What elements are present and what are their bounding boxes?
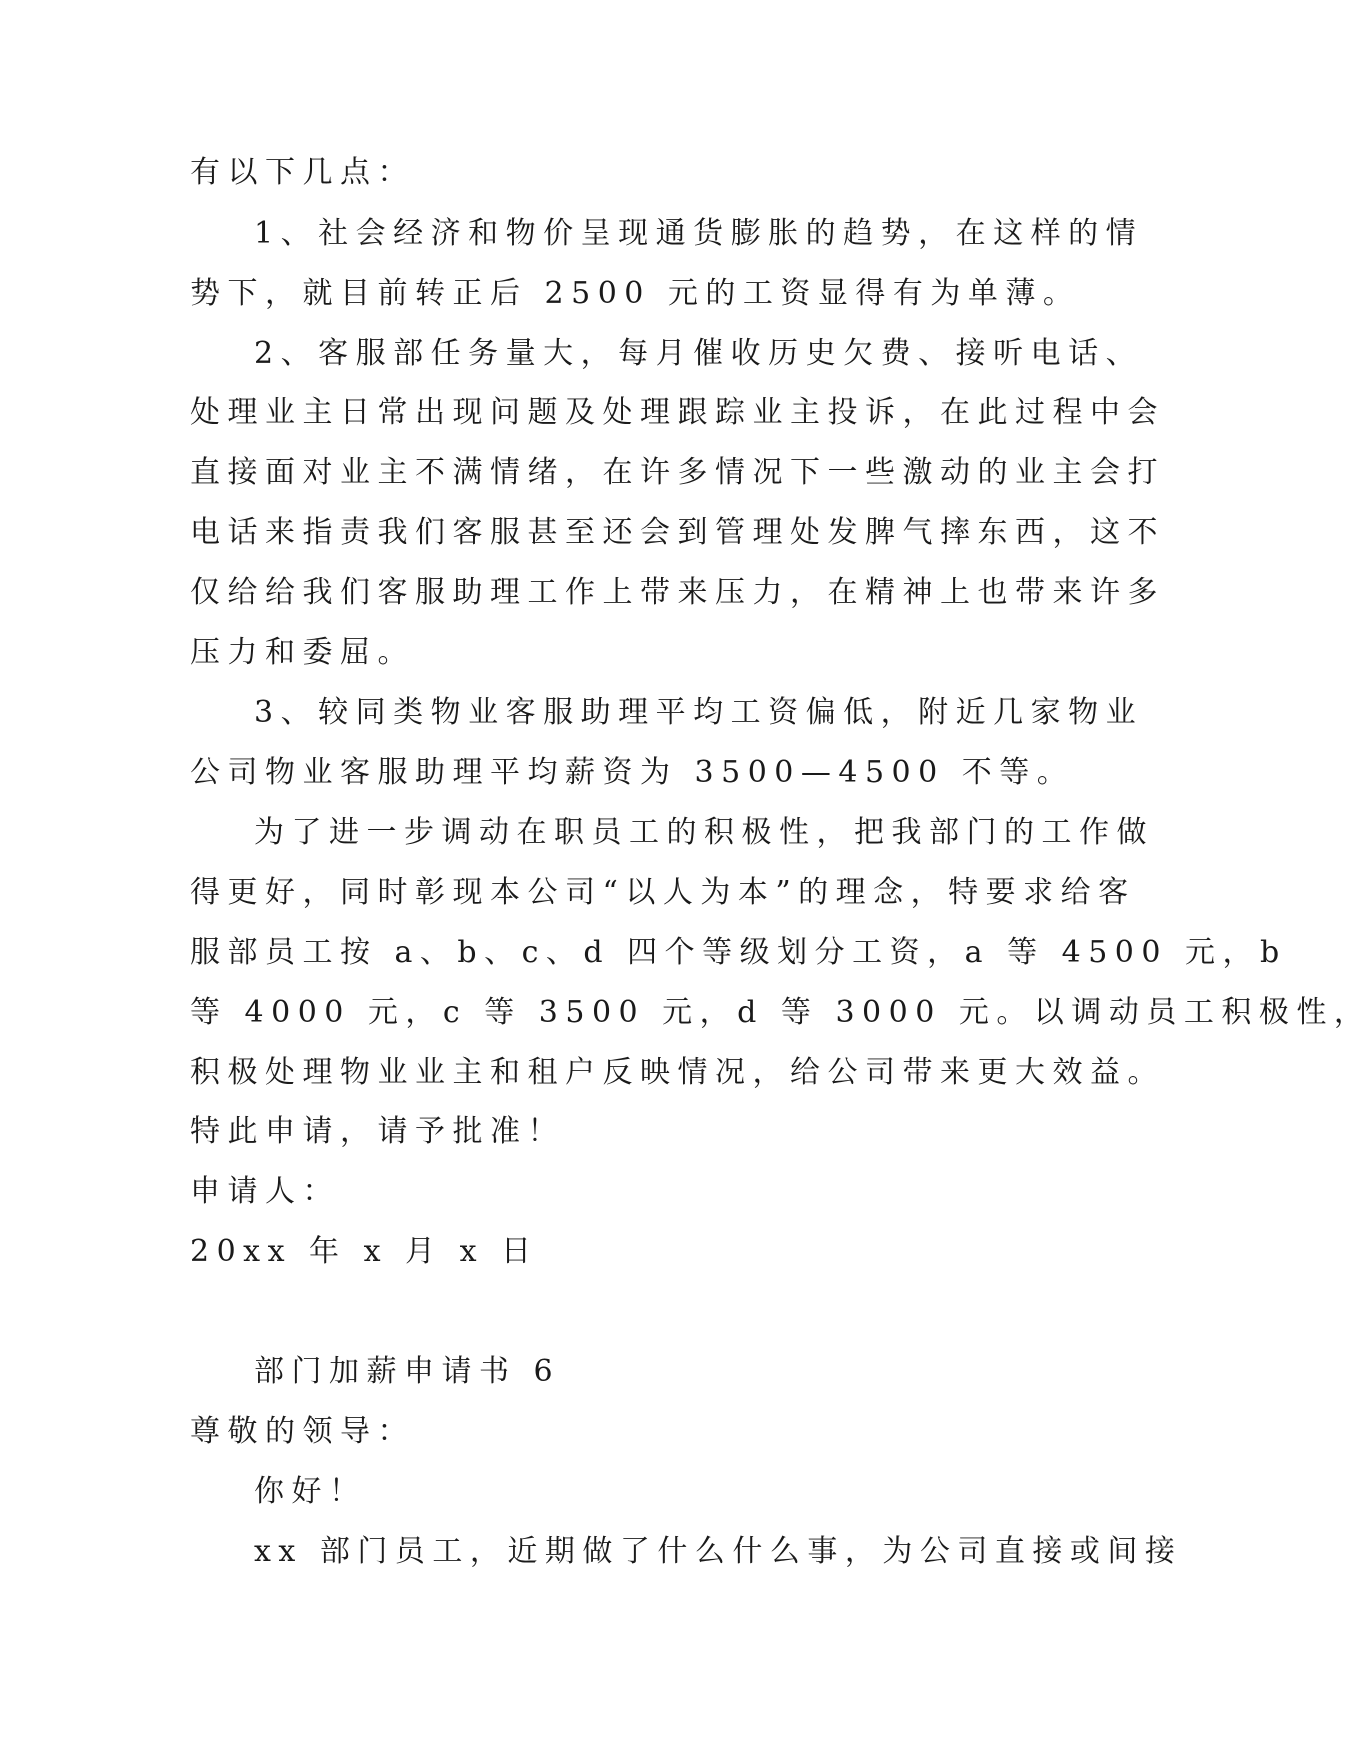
text-line: xx 部门员工，近期做了什么什么事，为公司直接或间接 (254, 1534, 1183, 1569)
text-line: 20xx 年 x 月 x 日 (190, 1234, 539, 1269)
text-line: 为了进一步调动在职员工的积极性，把我部门的工作做 (254, 815, 1154, 850)
text-line: 等 4000 元，c 等 3500 元，d 等 3000 元。以调动员工积极性， (190, 995, 1371, 1030)
text-line: 特此申请，请予批准！ (190, 1114, 565, 1149)
text-line: 直接面对业主不满情绪，在许多情况下一些激动的业主会打 (190, 455, 1165, 490)
text-line: 势下，就目前转正后 2500 元的工资显得有为单薄。 (190, 276, 1081, 311)
text-line: 仅给给我们客服助理工作上带来压力，在精神上也带来许多 (190, 575, 1165, 610)
section-heading: 部门加薪申请书 6 (254, 1354, 561, 1389)
text-line: 得更好，同时彰现本公司“以人为本”的理念，特要求给客 (190, 875, 1136, 910)
text-line: 申请人： (190, 1174, 340, 1209)
text-line: 有以下几点： (190, 155, 415, 190)
text-line: 服部员工按 a、b、c、d 四个等级划分工资，a 等 4500 元，b (190, 935, 1287, 970)
text-line: 处理业主日常出现问题及处理跟踪业主投诉，在此过程中会 (190, 395, 1165, 430)
text-line: 积极处理物业业主和租户反映情况，给公司带来更大效益。 (190, 1055, 1165, 1090)
text-line: 你好！ (254, 1474, 367, 1509)
text-line: 压力和委屈。 (190, 635, 415, 670)
text-line: 1、社会经济和物价呈现通货膨胀的趋势，在这样的情 (254, 216, 1144, 251)
text-line: 2、客服部任务量大，每月催收历史欠费、接听电话、 (254, 336, 1144, 371)
text-line: 3、较同类物业客服助理平均工资偏低，附近几家物业 (254, 695, 1144, 730)
text-line: 公司物业客服助理平均薪资为 3500—4500 不等。 (190, 755, 1075, 790)
text-line: 电话来指责我们客服甚至还会到管理处发脾气摔东西，这不 (190, 515, 1165, 550)
text-line: 尊敬的领导： (190, 1414, 415, 1449)
